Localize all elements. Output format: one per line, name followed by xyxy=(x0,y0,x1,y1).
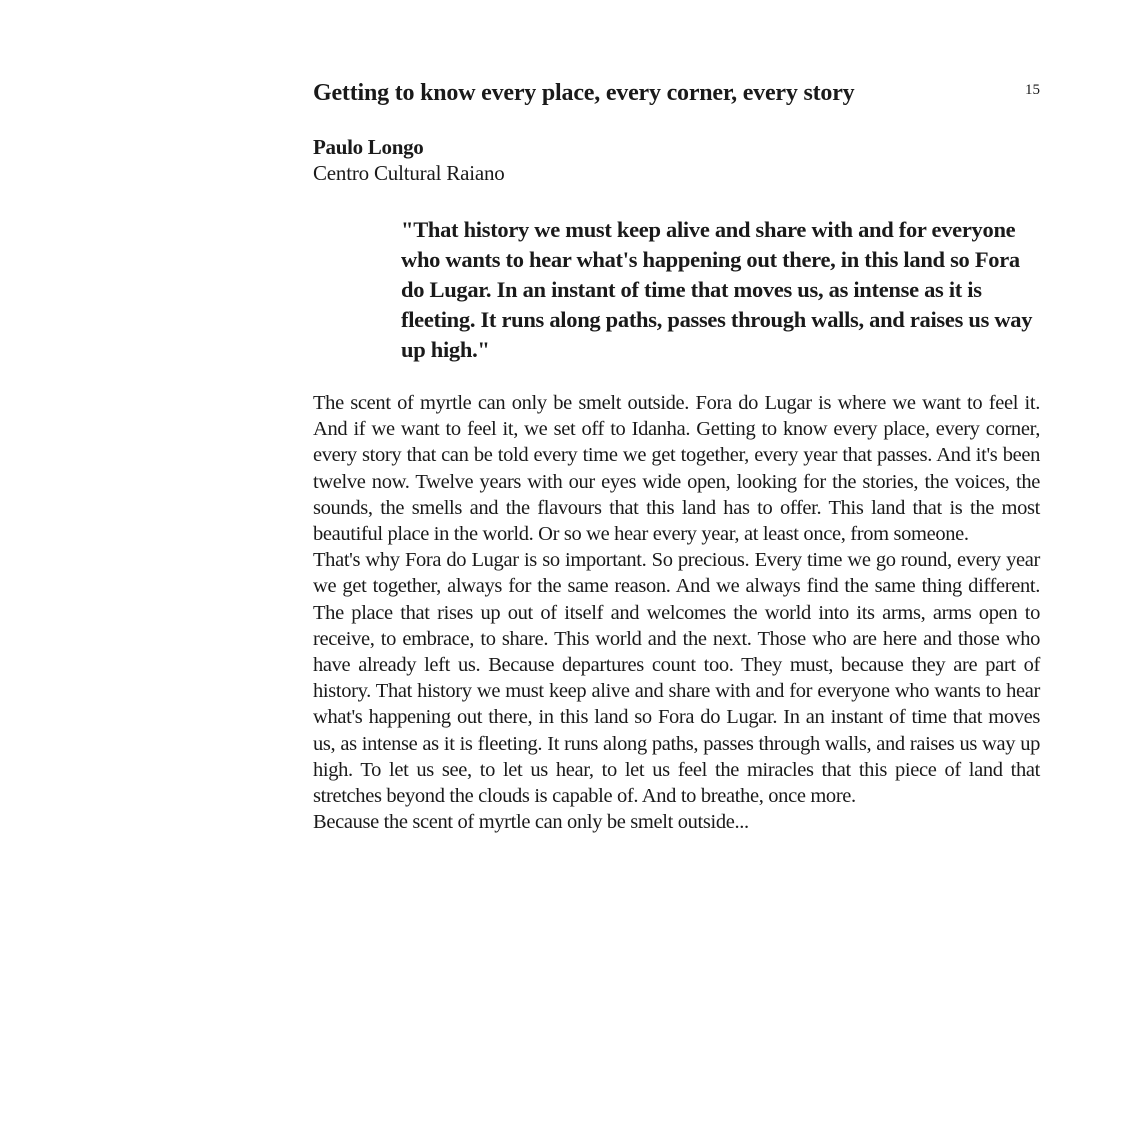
author-block xyxy=(313,134,713,186)
author-affiliation: Centro Cultural Raiano xyxy=(313,161,505,185)
body-paragraph: The scent of myrtle can only be smelt outside. Fora do Lugar is where we want to feel it. And if we want to feel it, we set off to Idanha. Getting to know every place, every corner, every story that can be told every time we get together, every year that passes. And it's been twelve now. Twelve years with our eyes wide open, looking for the stories, the voices, the sounds, the smells and the flavours that this land has to offer. This land that is the most beautiful place in the world. Or so we hear every year, at least once, from someone. xyxy=(313,392,1040,546)
pull-quote: "That history we must keep alive and share with and for everyone who wants to hear what's happening out there, in this land so Fora do Lugar. In an instant of time that moves us, as intense as it is fleeting. It runs along paths, passes through walls, and raises us way up high." xyxy=(401,217,1033,362)
body-text xyxy=(313,390,1040,835)
page-number: 15 xyxy=(1025,82,1040,98)
body-paragraph: That's why Fora do Lugar is so important. So precious. Every time we go round, every year we get together, always for the same reason. And we always find the same thing different. The place that rises up out of itself and welcomes the world into its arms, arms open to receive, to embrace, to share. This world and the next. Those who are here and those who have already left us. Because departures count too. They must, because they are part of history. That history we must keep alive and share with and for everyone who wants to hear what's happening out there, in this land so Fora do Lugar. In an instant of time that moves us, as intense as it is fleeting. It runs along paths, passes through walls, and raises us way up high. To let us see, to let us hear, to let us feel the miracles that this piece of land that stretches beyond the clouds is capable of. And to breathe, once more. xyxy=(313,549,1040,808)
body-paragraph: Because the scent of myrtle can only be smelt outside... xyxy=(313,811,749,834)
page-title: Getting to know every place, every corner, every story xyxy=(313,80,855,106)
author-name: Paulo Longo xyxy=(313,135,424,159)
